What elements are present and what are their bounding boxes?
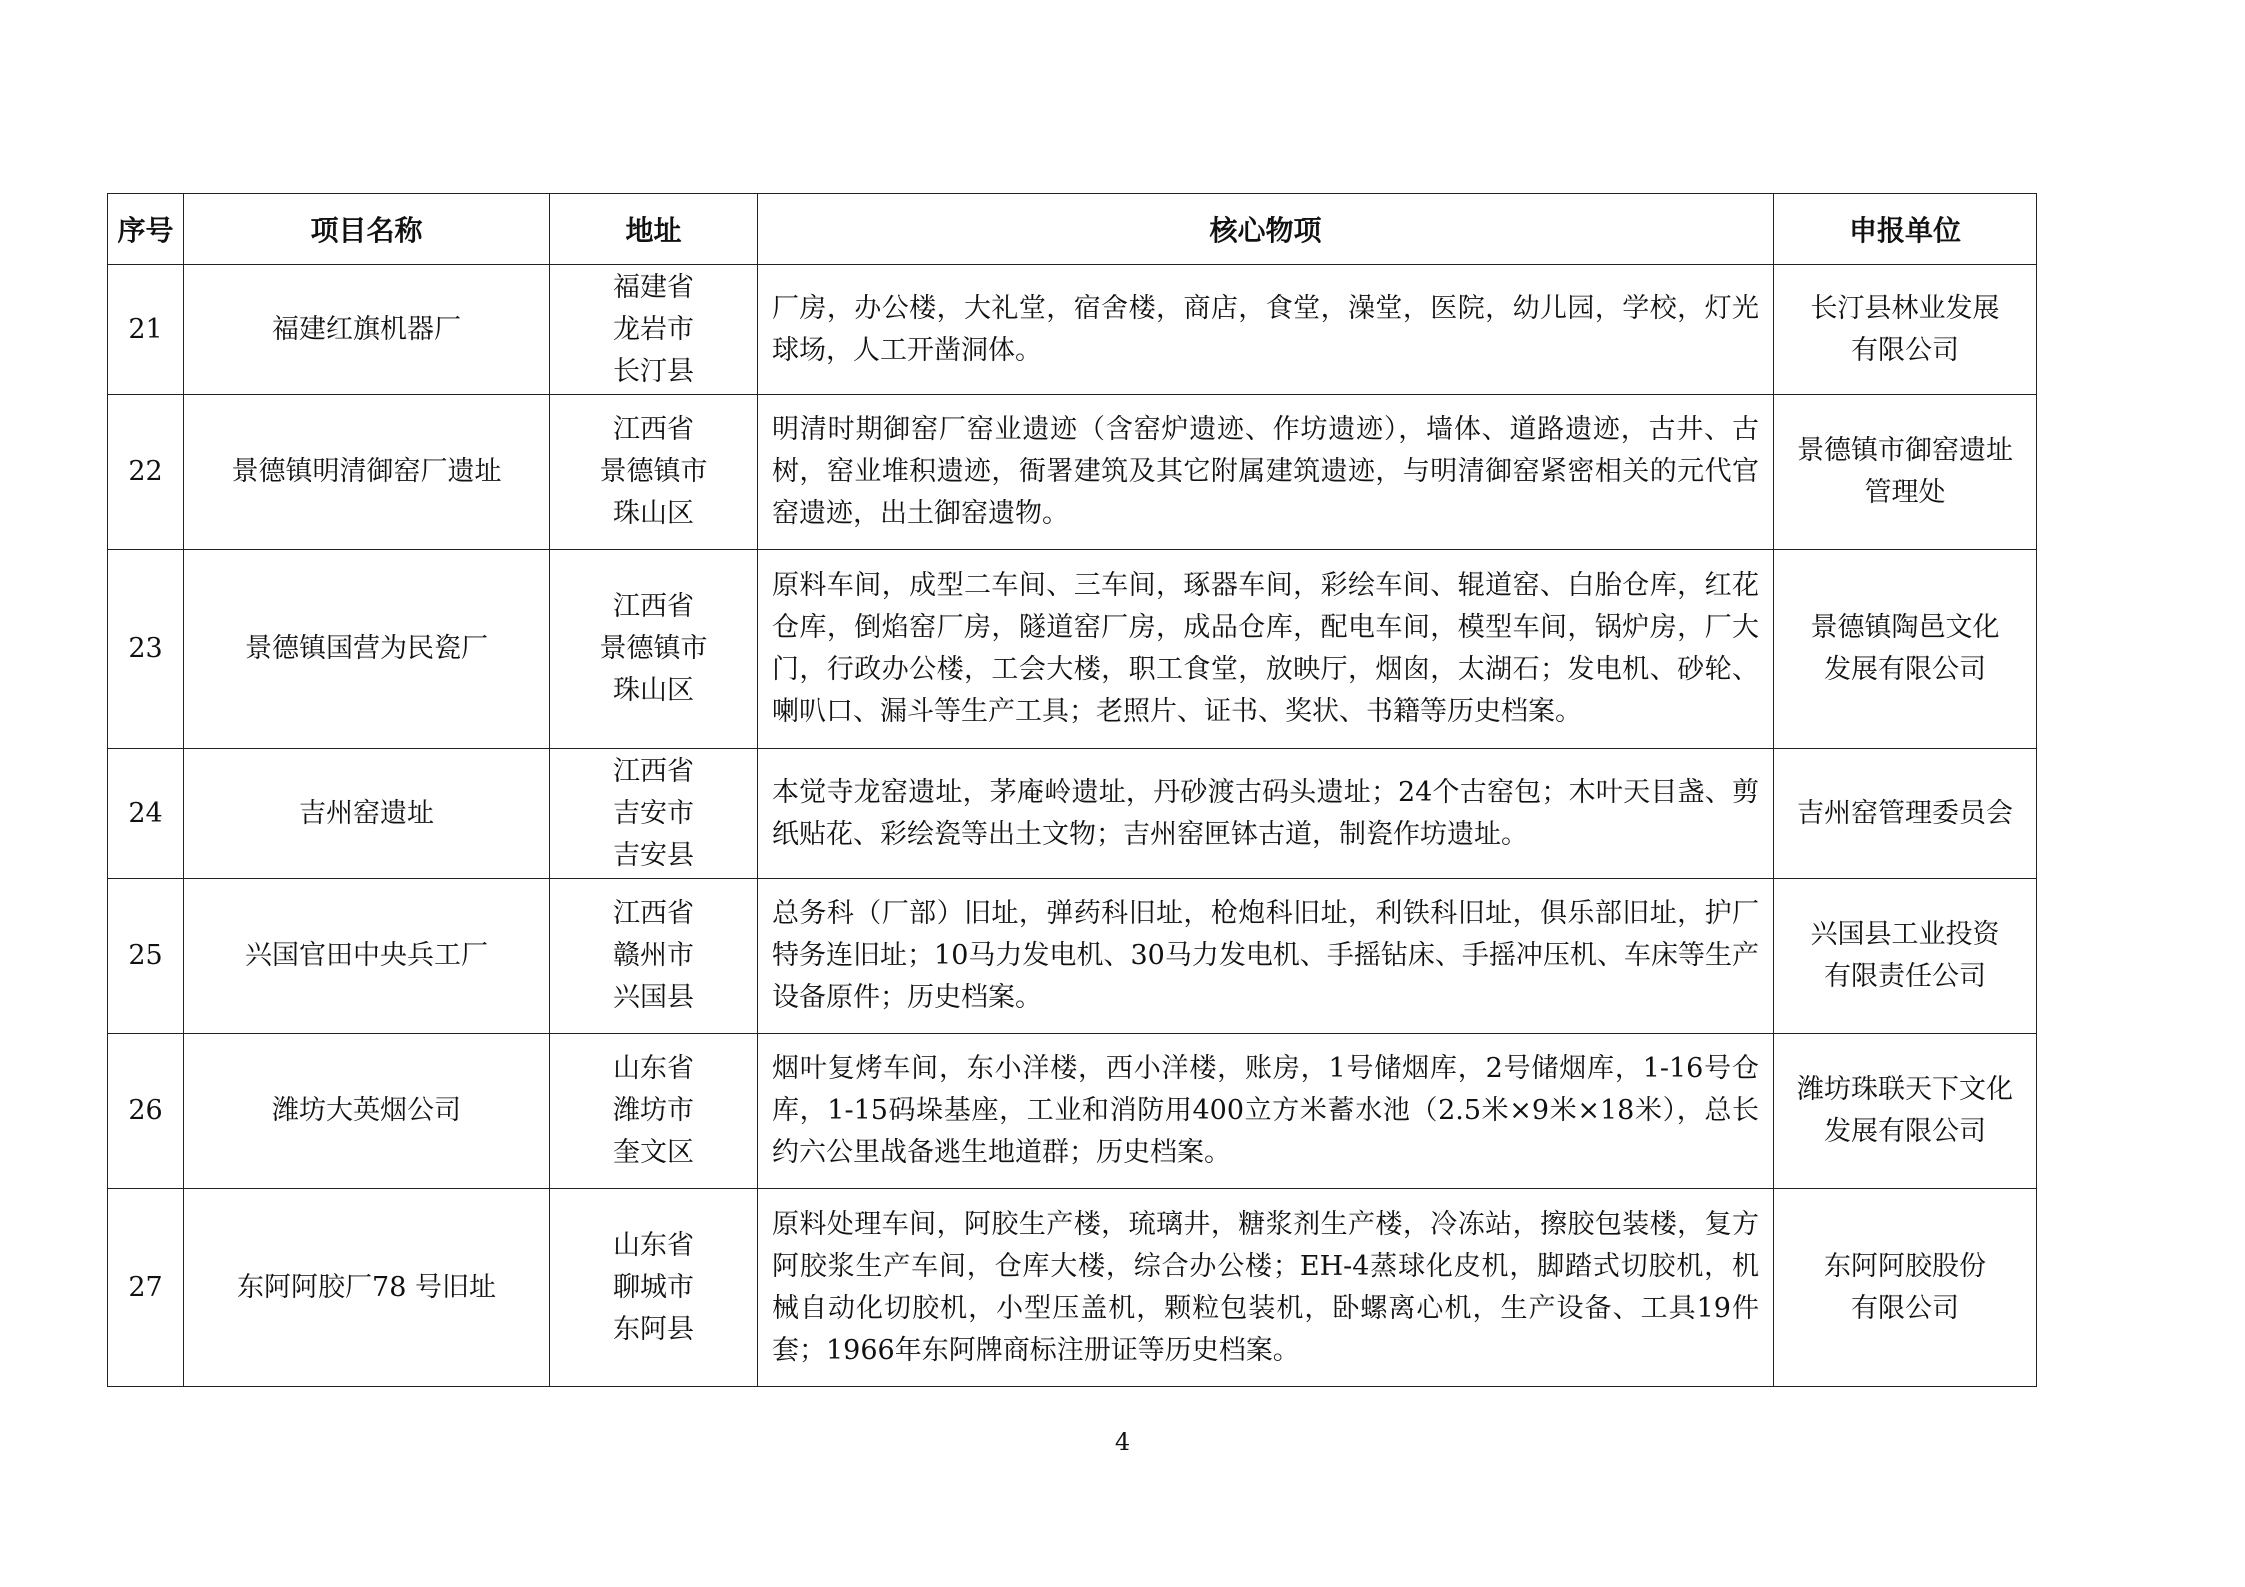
row-address bbox=[550, 395, 758, 550]
address-district: 兴国县 bbox=[613, 982, 694, 1013]
unit-line: 东阿阿胶股份 bbox=[1824, 1250, 1986, 1282]
header-applicant-unit: 申报单位 bbox=[1774, 194, 2037, 265]
row-address bbox=[550, 749, 758, 879]
address-city: 龙岩市 bbox=[613, 313, 694, 345]
address-province: 山东省 bbox=[613, 1229, 694, 1261]
row-serial-number: 26 bbox=[108, 1034, 184, 1189]
row-serial-number: 27 bbox=[108, 1189, 184, 1387]
address-province: 山东省 bbox=[613, 1053, 694, 1084]
row-project-name: 潍坊大英烟公司 bbox=[184, 1034, 550, 1189]
row-serial-number: 21 bbox=[108, 265, 184, 395]
table-row bbox=[108, 749, 2037, 879]
header-address: 地址 bbox=[550, 194, 758, 265]
row-core-items: 本觉寺龙窑遗址，茅庵岭遗址，丹砂渡古码头遗址；24个古窑包；木叶天目盏、剪纸贴花、彩绘瓷等出土文物；吉州窑匣钵古道，制瓷作坊遗址。 bbox=[758, 749, 1774, 879]
address-city: 潍坊市 bbox=[613, 1095, 694, 1126]
table-row bbox=[108, 1034, 2037, 1189]
address-district: 长汀县 bbox=[613, 355, 694, 387]
row-serial-number: 23 bbox=[108, 550, 184, 749]
unit-line: 吉州窑管理委员会 bbox=[1797, 797, 2013, 829]
table-row bbox=[108, 879, 2037, 1034]
row-project-name: 兴国官田中央兵工厂 bbox=[184, 879, 550, 1034]
table-row bbox=[108, 550, 2037, 749]
address-city: 吉安市 bbox=[613, 797, 694, 829]
unit-line: 有限公司 bbox=[1851, 334, 1959, 366]
address-district: 珠山区 bbox=[613, 498, 694, 529]
header-project-name: 项目名称 bbox=[184, 194, 550, 265]
address-city: 景德镇市 bbox=[599, 456, 708, 487]
unit-line: 兴国县工业投资 bbox=[1810, 919, 2000, 950]
row-address bbox=[550, 550, 758, 749]
row-core-items: 原料车间，成型二车间、三车间，琢器车间，彩绘车间、辊道窑、白胎仓库，红花仓库，倒焰窑厂房，隧道窑厂房，成品仓库，配电车间，模型车间，锅炉房，厂大门，行政办公楼，工会大楼，职工食堂，放映厅，烟囱，太湖石；发电机、砂轮、喇叭口、漏斗等生产工具；老照片、证书、奖状、书籍等历史档案。 bbox=[758, 550, 1774, 749]
address-city: 景德镇市 bbox=[599, 633, 708, 664]
table-row bbox=[108, 1189, 2037, 1387]
row-applicant-unit bbox=[1774, 1189, 2037, 1387]
row-serial-number: 25 bbox=[108, 879, 184, 1034]
row-address bbox=[550, 1034, 758, 1189]
page-number: 4 bbox=[1114, 1428, 1131, 1456]
row-applicant-unit bbox=[1774, 1034, 2037, 1189]
row-applicant-unit bbox=[1774, 395, 2037, 550]
row-core-items: 总务科（厂部）旧址，弹药科旧址，枪炮科旧址，利铁科旧址，俱乐部旧址，护厂特务连旧址；10马力发电机、30马力发电机、手摇钻床、手摇冲压机、车床等生产设备原件；历史档案。 bbox=[758, 879, 1774, 1034]
row-applicant-unit bbox=[1774, 879, 2037, 1034]
address-district: 珠山区 bbox=[613, 675, 694, 706]
unit-line: 潍坊珠联天下文化 bbox=[1797, 1074, 2013, 1105]
address-city: 赣州市 bbox=[613, 940, 694, 971]
header-serial-number: 序号 bbox=[108, 194, 184, 265]
unit-line: 有限公司 bbox=[1851, 1292, 1959, 1324]
row-core-items: 厂房，办公楼，大礼堂，宿舍楼，商店，食堂，澡堂，医院，幼儿园，学校，灯光球场，人工开凿洞体。 bbox=[758, 265, 1774, 395]
row-project-name: 东阿阿胶厂78 号旧址 bbox=[184, 1189, 550, 1387]
row-core-items: 原料处理车间，阿胶生产楼，琉璃井，糖浆剂生产楼，冷冻站，擦胶包装楼，复方阿胶浆生产车间，仓库大楼，综合办公楼；EH-4蒸球化皮机，脚踏式切胶机，机械自动化切胶机，小型压盖机，颗粒包装机，卧螺离心机，生产设备、工具19件套；1966年东阿牌商标注册证等历史档案。 bbox=[758, 1189, 1774, 1387]
row-core-items: 明清时期御窑厂窑业遗迹（含窑炉遗迹、作坊遗迹），墙体、道路遗迹，古井、古树，窑业堆积遗迹，衙署建筑及其它附属建筑遗迹，与明清御窑紧密相关的元代官窑遗迹，出土御窑遗物。 bbox=[758, 395, 1774, 550]
row-project-name: 吉州窑遗址 bbox=[184, 749, 550, 879]
row-address bbox=[550, 265, 758, 395]
row-serial-number: 22 bbox=[108, 395, 184, 550]
row-address bbox=[550, 879, 758, 1034]
unit-line: 发展有限公司 bbox=[1824, 654, 1986, 685]
address-province: 江西省 bbox=[613, 898, 694, 929]
address-province: 江西省 bbox=[613, 755, 694, 787]
table-header-row bbox=[108, 194, 2037, 265]
row-project-name: 景德镇明清御窑厂遗址 bbox=[184, 395, 550, 550]
row-applicant-unit bbox=[1774, 550, 2037, 749]
row-applicant-unit bbox=[1774, 749, 2037, 879]
address-province: 福建省 bbox=[613, 271, 694, 303]
row-applicant-unit bbox=[1774, 265, 2037, 395]
row-project-name: 景德镇国营为民瓷厂 bbox=[184, 550, 550, 749]
row-address bbox=[550, 1189, 758, 1387]
heritage-table bbox=[107, 193, 2037, 1387]
header-core-items: 核心物项 bbox=[758, 194, 1774, 265]
unit-line: 有限责任公司 bbox=[1824, 961, 1986, 992]
address-district: 吉安县 bbox=[613, 839, 694, 871]
unit-line: 景德镇市御窑遗址 bbox=[1797, 435, 2013, 466]
address-province: 江西省 bbox=[613, 414, 694, 445]
unit-line: 长汀县林业发展 bbox=[1810, 292, 2000, 324]
address-city: 聊城市 bbox=[613, 1271, 694, 1303]
table-row bbox=[108, 265, 2037, 395]
address-district: 东阿县 bbox=[613, 1313, 694, 1345]
row-serial-number: 24 bbox=[108, 749, 184, 879]
unit-line: 景德镇陶邑文化 bbox=[1810, 612, 2000, 643]
unit-line: 管理处 bbox=[1864, 477, 1946, 508]
row-project-name: 福建红旗机器厂 bbox=[184, 265, 550, 395]
unit-line: 发展有限公司 bbox=[1824, 1116, 1986, 1147]
row-core-items: 烟叶复烤车间，东小洋楼，西小洋楼，账房，1号储烟库，2号储烟库，1-16号仓库，1-15码垛基座，工业和消防用400立方米蓄水池（2.5米×9米×18米），总长约六公里战备逃生地道群；历史档案。 bbox=[758, 1034, 1774, 1189]
address-province: 江西省 bbox=[613, 591, 694, 622]
table-row bbox=[108, 395, 2037, 550]
address-district: 奎文区 bbox=[613, 1137, 694, 1168]
